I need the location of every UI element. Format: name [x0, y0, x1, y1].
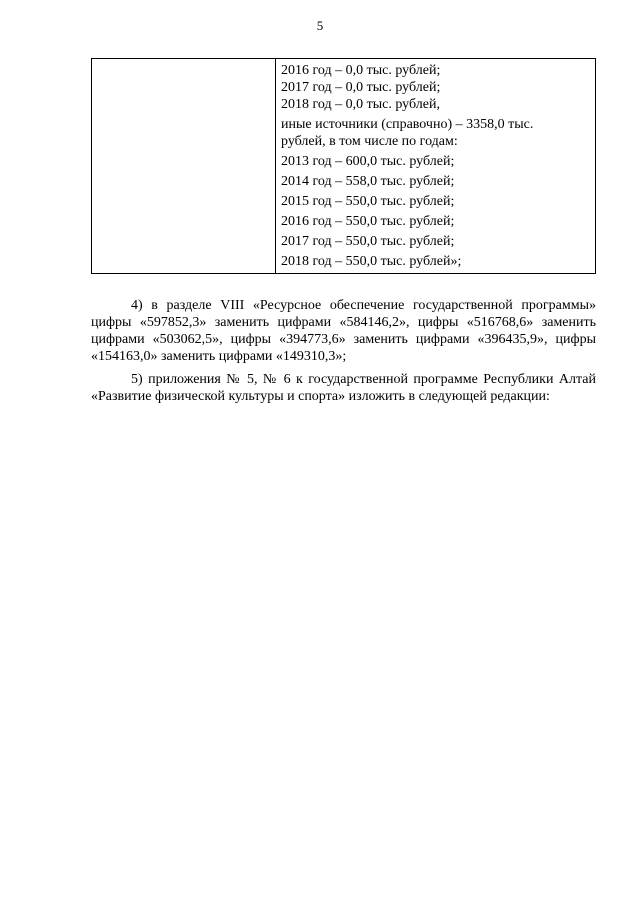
table-line: 2017 год – 550,0 тыс. рублей; — [281, 234, 455, 249]
table-line: 2016 год – 550,0 тыс. рублей; — [281, 214, 455, 229]
table-line: 2014 год – 558,0 тыс. рублей; — [281, 174, 455, 189]
table-line: 2013 год – 600,0 тыс. рублей; — [281, 154, 455, 169]
table-right-cell — [281, 62, 593, 270]
table-line: 2018 год – 0,0 тыс. рублей, — [281, 97, 440, 112]
table-line: 2016 год – 0,0 тыс. рублей; — [281, 63, 441, 78]
paragraph-appendices: 5) приложения № 5, № 6 к государственной программе Республики Алтай «Развитие физической культуры и спорта» изложить в следующей редакции: — [91, 372, 596, 404]
table-line: 2015 год – 550,0 тыс. рублей; — [281, 194, 455, 209]
table-line: иные источники (справочно) – 3358,0 тыс. — [281, 117, 534, 132]
table-line: 2017 год – 0,0 тыс. рублей; — [281, 80, 441, 95]
paragraph-section-viii: 4) в разделе VIII «Ресурсное обеспечение государственной программы» цифры «597852,3» заменить цифрами «584146,2», цифры «516768,6» заменить цифрами «503062,5», цифры «394773,6» заменить цифрами «396435,9», цифры «154163,0» заменить цифрами «149310,3»; — [91, 298, 596, 364]
page-number: 5 — [316, 18, 324, 33]
table-line: 2018 год – 550,0 тыс. рублей»; — [281, 254, 462, 269]
program-table — [91, 58, 596, 274]
table-left-cell — [92, 59, 276, 273]
table-line: рублей, в том числе по годам: — [281, 134, 458, 149]
